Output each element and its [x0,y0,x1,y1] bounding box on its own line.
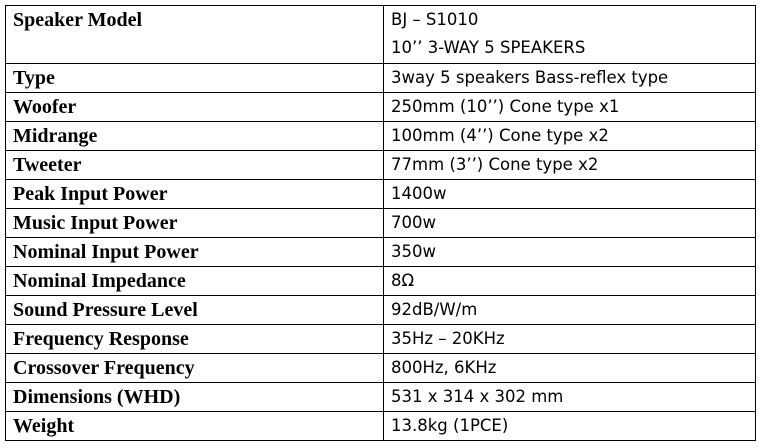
spec-row-crossover-frequency [6,354,756,383]
spec-table-body [6,6,756,441]
spec-label: Nominal Input Power [6,238,384,267]
speaker-spec-table [5,5,756,441]
spec-label: Woofer [6,93,384,122]
spec-value: 100mm (4’’) Cone type x2 [384,122,756,151]
spec-value: 13.8kg (1PCE) [384,412,756,441]
spec-label: Midrange [6,122,384,151]
spec-row-type [6,64,756,93]
spec-row-weight [6,412,756,441]
spec-value: 531 x 314 x 302 mm [384,383,756,412]
spec-row-midrange [6,122,756,151]
spec-value-line-model: BJ – S1010 [391,10,479,29]
spec-row-peak-input-power [6,180,756,209]
spec-value: 800Hz, 6KHz [384,354,756,383]
spec-value: 350w [384,238,756,267]
spec-row-speaker-model [6,6,756,64]
spec-label: Nominal Impedance [6,267,384,296]
spec-label: Tweeter [6,151,384,180]
spec-row-frequency-response [6,325,756,354]
spec-label: Type [6,64,384,93]
spec-value: 700w [384,209,756,238]
spec-label: Frequency Response [6,325,384,354]
spec-value: 1400w [384,180,756,209]
spec-value: 8Ω [384,267,756,296]
spec-label: Crossover Frequency [6,354,384,383]
spec-label: Speaker Model [6,6,384,64]
spec-label: Weight [6,412,384,441]
spec-row-tweeter [6,151,756,180]
spec-value: 92dB/W/m [384,296,756,325]
spec-row-woofer [6,93,756,122]
spec-label: Dimensions (WHD) [6,383,384,412]
spec-row-music-input-power [6,209,756,238]
spec-row-sound-pressure-level [6,296,756,325]
spec-value: 250mm (10’’) Cone type x1 [384,93,756,122]
spec-label: Sound Pressure Level [6,296,384,325]
spec-value: 77mm (3’’) Cone type x2 [384,151,756,180]
spec-label: Peak Input Power [6,180,384,209]
spec-row-nominal-impedance [6,267,756,296]
spec-row-dimensions [6,383,756,412]
spec-value-line-description: 10’’ 3-WAY 5 SPEAKERS [391,38,586,57]
spec-value: 3way 5 speakers Bass-reflex type [384,64,756,93]
spec-label: Music Input Power [6,209,384,238]
spec-value [384,6,756,64]
spec-row-nominal-input-power [6,238,756,267]
spec-value: 35Hz – 20KHz [384,325,756,354]
